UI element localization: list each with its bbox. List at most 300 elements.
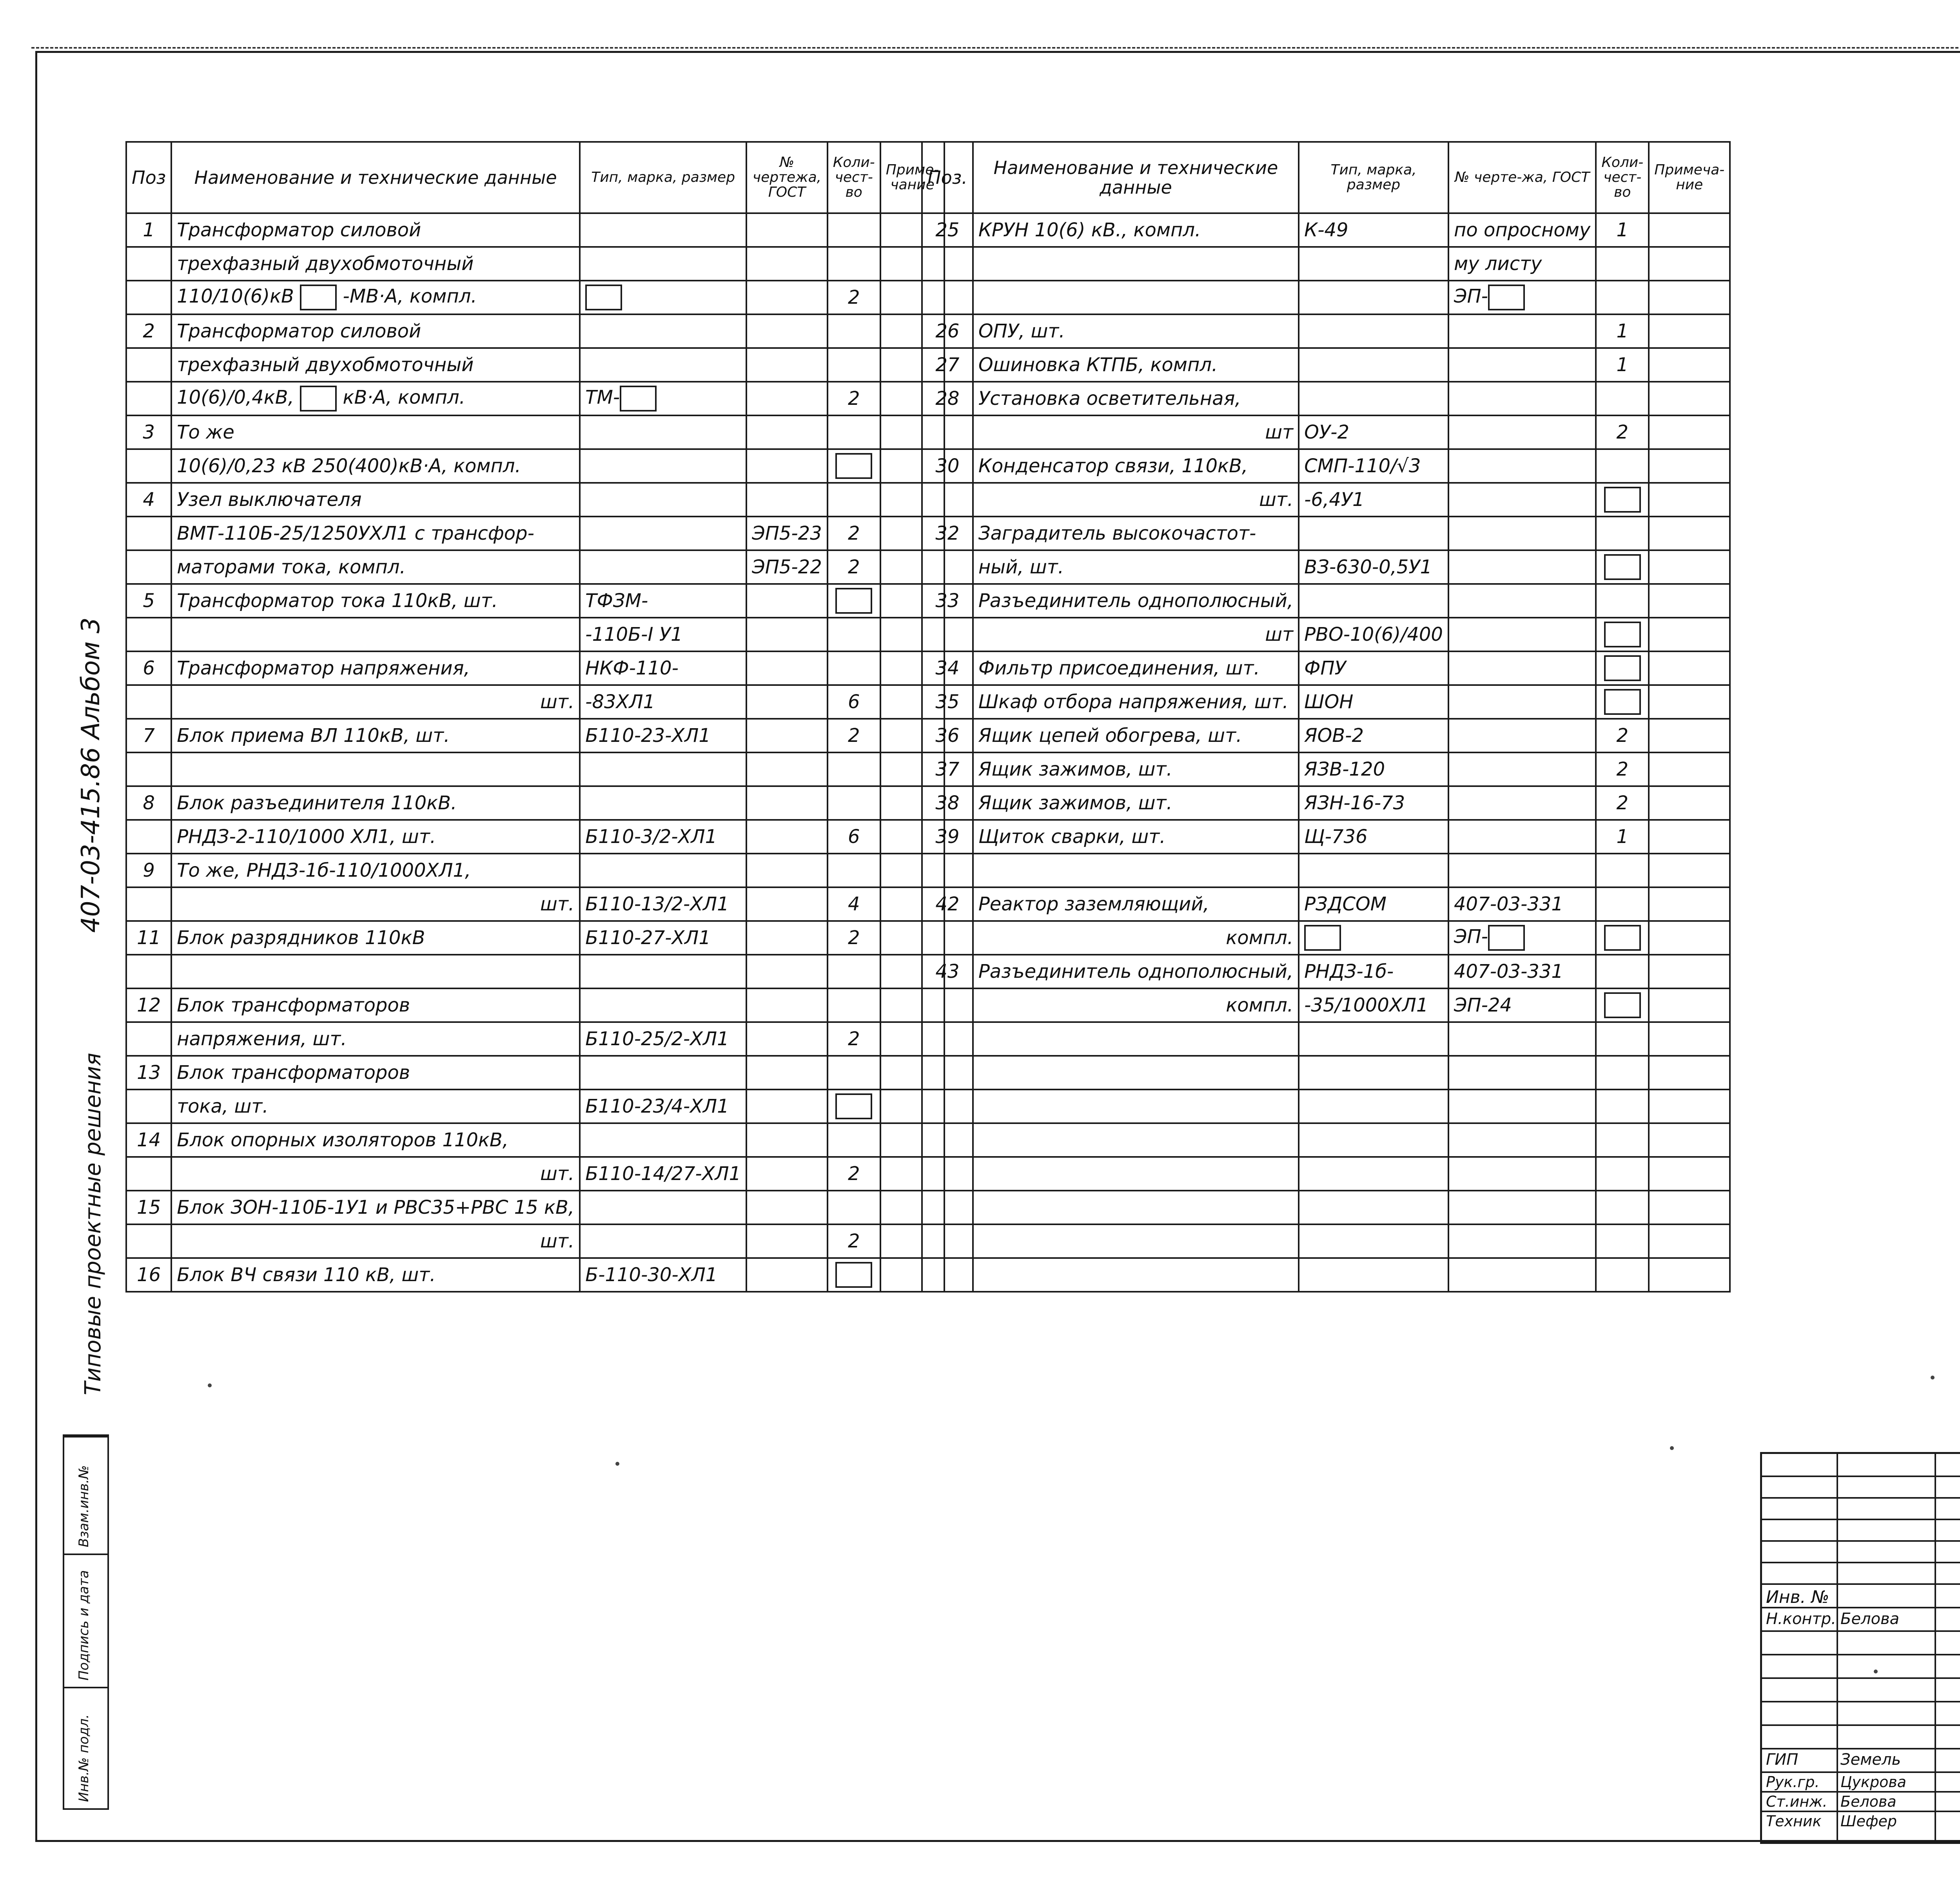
table-row <box>922 584 1730 618</box>
equipment-table-left <box>125 141 945 1293</box>
table-row <box>922 1089 1730 1123</box>
pos-cell <box>126 517 171 550</box>
pos-cell: 37 <box>922 752 973 786</box>
type-cell <box>580 449 746 483</box>
pos-cell <box>126 752 171 786</box>
qty-cell <box>1596 1157 1649 1191</box>
table-row <box>126 955 944 988</box>
drawing-cell <box>1448 752 1596 786</box>
type-cell <box>580 517 746 550</box>
table-row <box>126 854 944 887</box>
table-row <box>922 449 1730 483</box>
table-row <box>922 1224 1730 1258</box>
type-cell <box>1299 921 1448 955</box>
table-row <box>922 887 1730 921</box>
pos-cell: 26 <box>922 314 973 348</box>
table-row <box>126 887 944 921</box>
note-cell <box>1649 955 1730 988</box>
name-cell <box>973 1157 1299 1191</box>
qty-cell: 2 <box>828 1224 880 1258</box>
table-row <box>126 651 944 685</box>
name-cell <box>973 1056 1299 1089</box>
scan-speck <box>1874 1670 1878 1673</box>
pos-cell <box>126 1022 171 1056</box>
table-row <box>922 415 1730 449</box>
name-cell: шт <box>973 415 1299 449</box>
empty-value-box <box>835 1262 872 1288</box>
name-cell: Разъединитель однополюсный, <box>973 584 1299 618</box>
type-cell: Б110-23-ХЛ1 <box>580 719 746 752</box>
drawing-cell: ЭП-24 <box>1448 988 1596 1022</box>
type-cell <box>580 752 746 786</box>
drawing-cell <box>1448 517 1596 550</box>
qty-cell <box>1596 1191 1649 1224</box>
n-kontr-role: Н.контр. <box>1766 1610 1836 1628</box>
note-cell <box>1649 1056 1730 1089</box>
qty-cell <box>828 854 880 887</box>
name-cell: Узел выключателя <box>171 483 580 517</box>
stamp-cell-inv <box>64 1687 107 1810</box>
pos-cell: 1 <box>126 213 171 247</box>
pos-cell: 6 <box>126 651 171 685</box>
qty-cell <box>828 247 880 281</box>
name-cell: Реактор заземляющий, <box>973 887 1299 921</box>
drawing-cell <box>746 1022 828 1056</box>
pos-cell <box>922 1157 973 1191</box>
name-tekhnik: Шефер <box>1840 1813 1897 1830</box>
qty-cell <box>828 618 880 651</box>
pos-cell <box>922 921 973 955</box>
empty-value-box <box>1488 285 1525 310</box>
frame-top-dashed <box>31 47 1960 49</box>
name-cell: тока, шт. <box>171 1089 580 1123</box>
type-cell <box>580 1123 746 1157</box>
qty-cell <box>1596 517 1649 550</box>
note-cell <box>1649 415 1730 449</box>
empty-value-box <box>585 285 622 310</box>
header-note: Приме-чание <box>880 142 945 213</box>
type-cell: -35/1000ХЛ1 <box>1299 988 1448 1022</box>
pos-cell: 16 <box>126 1258 171 1292</box>
type-cell: -83ХЛ1 <box>580 685 746 719</box>
drawing-cell <box>1448 1022 1596 1056</box>
pos-cell <box>126 955 171 988</box>
type-cell <box>580 1056 746 1089</box>
note-cell <box>1649 483 1730 517</box>
table-row <box>126 213 944 247</box>
type-cell <box>580 1191 746 1224</box>
table-row <box>126 820 944 854</box>
drawing-cell <box>1448 786 1596 820</box>
qty-cell <box>1596 247 1649 281</box>
header-type: Тип, марка, размер <box>580 142 746 213</box>
qty-cell: 2 <box>828 550 880 584</box>
name-cell: Трансформатор напряжения, <box>171 651 580 685</box>
name-ruk-gr: Цукрова <box>1840 1773 1906 1791</box>
role-tekhnik: Техник <box>1766 1813 1822 1830</box>
name-cell: Щиток сварки, шт. <box>973 820 1299 854</box>
pos-cell: 12 <box>126 988 171 1022</box>
qty-cell: 6 <box>828 820 880 854</box>
qty-cell: 1 <box>1596 820 1649 854</box>
title-block <box>1760 1452 1960 1844</box>
table-row <box>126 314 944 348</box>
name-cell: компл. <box>973 921 1299 955</box>
pos-cell: 4 <box>126 483 171 517</box>
drawing-cell <box>1448 314 1596 348</box>
drawing-cell <box>1448 618 1596 651</box>
note-cell <box>1649 786 1730 820</box>
table-row <box>922 719 1730 752</box>
drawing-cell: ЭП5-22 <box>746 550 828 584</box>
qty-cell: 2 <box>828 382 880 415</box>
table-row <box>922 382 1730 415</box>
note-cell <box>1649 618 1730 651</box>
drawing-cell <box>1448 382 1596 415</box>
type-cell: РВО-10(6)/400 <box>1299 618 1448 651</box>
pos-cell: 11 <box>126 921 171 955</box>
header-note: Примеча-ние <box>1649 142 1730 213</box>
type-cell: -110Б-I У1 <box>580 618 746 651</box>
pos-cell: 42 <box>922 887 973 921</box>
name-cell: Установка осветительная, <box>973 382 1299 415</box>
type-cell: РНДЗ-1б- <box>1299 955 1448 988</box>
pos-cell: 35 <box>922 685 973 719</box>
name-cell: шт. <box>973 483 1299 517</box>
left-stamp <box>63 1434 109 1810</box>
empty-value-box <box>835 453 872 479</box>
type-cell <box>1299 1089 1448 1123</box>
scan-speck <box>1931 1376 1935 1380</box>
table-row <box>126 719 944 752</box>
type-cell <box>1299 1157 1448 1191</box>
pos-cell: 3 <box>126 415 171 449</box>
drawing-cell <box>1448 1258 1596 1292</box>
album-label: 407-03-415.86 Альбом 3 <box>76 617 105 933</box>
table-row <box>126 584 944 618</box>
qty-cell <box>828 1258 880 1292</box>
qty-cell <box>828 988 880 1022</box>
type-cell: Б110-23/4-ХЛ1 <box>580 1089 746 1123</box>
table-row <box>126 618 944 651</box>
name-cell: Ящик зажимов, шт. <box>973 752 1299 786</box>
drawing-cell <box>746 382 828 415</box>
name-cell <box>973 1089 1299 1123</box>
table-row <box>922 988 1730 1022</box>
type-cell: ШОН <box>1299 685 1448 719</box>
qty-cell: 1 <box>1596 213 1649 247</box>
drawing-cell <box>1448 483 1596 517</box>
qty-cell <box>828 584 880 618</box>
table-row <box>922 786 1730 820</box>
drawing-cell <box>1448 348 1596 382</box>
empty-value-box <box>620 386 657 412</box>
drawing-cell <box>1448 1191 1596 1224</box>
table-row <box>126 752 944 786</box>
note-cell <box>1649 517 1730 550</box>
empty-value-box <box>1304 925 1341 951</box>
table-row <box>126 1191 944 1224</box>
name-cell: Трансформатор тока 110кВ, шт. <box>171 584 580 618</box>
type-cell <box>1299 247 1448 281</box>
drawing-cell <box>1448 1089 1596 1123</box>
table-row <box>126 786 944 820</box>
name-cell: То же, РНДЗ-1б-110/1000ХЛ1, <box>171 854 580 887</box>
pos-cell <box>922 1258 973 1292</box>
pos-cell <box>126 1157 171 1191</box>
type-cell <box>580 988 746 1022</box>
qty-cell <box>1596 1123 1649 1157</box>
empty-value-box <box>1604 689 1641 715</box>
name-cell: трехфазный двухобмоточный <box>171 348 580 382</box>
type-cell <box>1299 1123 1448 1157</box>
type-cell <box>580 314 746 348</box>
drawing-cell <box>746 820 828 854</box>
qty-cell <box>1596 550 1649 584</box>
note-cell <box>1649 1224 1730 1258</box>
drawing-cell: ЭП5-23 <box>746 517 828 550</box>
inv-no-label: Инв. № <box>1766 1587 1829 1607</box>
note-cell <box>1649 651 1730 685</box>
name-cell: ВМТ-110Б-25/1250УХЛ1 с трансфор- <box>171 517 580 550</box>
drawing-cell <box>746 854 828 887</box>
name-cell: Шкаф отбора напряжения, шт. <box>973 685 1299 719</box>
note-cell <box>1649 752 1730 786</box>
pos-cell <box>922 415 973 449</box>
empty-value-box <box>1604 487 1641 513</box>
table-header-row <box>126 142 944 213</box>
qty-cell <box>1596 887 1649 921</box>
empty-value-box <box>1604 992 1641 1018</box>
drawing-cell <box>1448 550 1596 584</box>
name-cell: ный, шт. <box>973 550 1299 584</box>
drawing-cell <box>746 483 828 517</box>
qty-cell <box>1596 1224 1649 1258</box>
table-row <box>126 281 944 314</box>
pos-cell: 2 <box>126 314 171 348</box>
name-cell: трехфазный двухобмоточный <box>171 247 580 281</box>
table-header-row <box>922 142 1730 213</box>
qty-cell <box>828 314 880 348</box>
name-cell: Блок разрядников 110кВ <box>171 921 580 955</box>
table-row <box>922 314 1730 348</box>
note-cell <box>1649 685 1730 719</box>
type-cell <box>1299 1022 1448 1056</box>
note-cell <box>1649 1123 1730 1157</box>
qty-cell <box>1596 1258 1649 1292</box>
drawing-cell <box>1448 1157 1596 1191</box>
type-cell: ЯОВ-2 <box>1299 719 1448 752</box>
type-cell: РЗДСОМ <box>1299 887 1448 921</box>
table-row <box>922 550 1730 584</box>
note-cell <box>1649 584 1730 618</box>
table-row <box>126 517 944 550</box>
pos-cell: 5 <box>126 584 171 618</box>
note-cell <box>1649 921 1730 955</box>
drawing-cell <box>746 1123 828 1157</box>
type-cell: Б-110-30-ХЛ1 <box>580 1258 746 1292</box>
qty-cell <box>828 483 880 517</box>
name-cell <box>171 618 580 651</box>
stamp-replace-label: Взам.инв.№ <box>76 1465 92 1547</box>
pos-cell: 8 <box>126 786 171 820</box>
pos-cell <box>922 281 973 314</box>
table-row <box>126 685 944 719</box>
header-qty: Коли-чест-во <box>828 142 880 213</box>
table-body-right <box>922 213 1730 1292</box>
drawing-cell: ЭП- <box>1448 921 1596 955</box>
table-row <box>126 1089 944 1123</box>
name-cell: шт. <box>171 1157 580 1191</box>
qty-cell: 1 <box>1596 348 1649 382</box>
name-cell <box>973 854 1299 887</box>
role-gip: ГИП <box>1766 1751 1798 1769</box>
drawing-cell <box>746 213 828 247</box>
name-cell: шт. <box>171 1224 580 1258</box>
pos-cell: 14 <box>126 1123 171 1157</box>
pos-cell <box>126 1224 171 1258</box>
name-cell: 110/10(6)кВ -МВ·А, компл. <box>171 281 580 314</box>
table-row <box>922 213 1730 247</box>
header-name: Наименование и технические данные <box>171 142 580 213</box>
drawing-cell <box>746 348 828 382</box>
drawing-cell <box>746 415 828 449</box>
pos-cell <box>922 854 973 887</box>
qty-cell <box>1596 584 1649 618</box>
pos-cell <box>126 618 171 651</box>
table-row <box>922 854 1730 887</box>
name-cell: Блок ЗОН-110Б-1У1 и РВС35+РВС 15 кВ, <box>171 1191 580 1224</box>
name-cell: РНДЗ-2-110/1000 ХЛ1, шт. <box>171 820 580 854</box>
type-cell <box>1299 1258 1448 1292</box>
table-row <box>126 550 944 584</box>
drawing-cell <box>746 449 828 483</box>
scan-speck <box>208 1383 212 1387</box>
type-cell <box>580 415 746 449</box>
type-cell <box>580 955 746 988</box>
pos-cell <box>922 1123 973 1157</box>
pos-cell <box>126 685 171 719</box>
qty-cell <box>1596 854 1649 887</box>
qty-cell <box>1596 382 1649 415</box>
pos-cell <box>126 449 171 483</box>
table-row <box>126 247 944 281</box>
type-cell <box>580 213 746 247</box>
drawing-cell <box>1448 651 1596 685</box>
name-cell: Трансформатор силовой <box>171 314 580 348</box>
type-cell <box>1299 314 1448 348</box>
table-body-left <box>126 213 944 1292</box>
type-cell: Б110-25/2-ХЛ1 <box>580 1022 746 1056</box>
table-row <box>922 517 1730 550</box>
note-cell <box>1649 247 1730 281</box>
pos-cell <box>922 1191 973 1224</box>
pos-cell: 32 <box>922 517 973 550</box>
name-cell: Блок разъединителя 110кВ. <box>171 786 580 820</box>
qty-cell <box>828 415 880 449</box>
type-cell <box>1299 1191 1448 1224</box>
header-drawing: № черте-жа, ГОСТ <box>1448 142 1596 213</box>
table-row <box>922 820 1730 854</box>
pos-cell: 30 <box>922 449 973 483</box>
pos-cell <box>922 247 973 281</box>
name-cell: Блок ВЧ связи 110 кВ, шт. <box>171 1258 580 1292</box>
pos-cell: 25 <box>922 213 973 247</box>
table-row <box>922 955 1730 988</box>
qty-cell: 2 <box>1596 719 1649 752</box>
type-cell <box>1299 584 1448 618</box>
qty-cell: 6 <box>828 685 880 719</box>
pos-cell: 39 <box>922 820 973 854</box>
note-cell <box>1649 1022 1730 1056</box>
name-cell: Трансформатор силовой <box>171 213 580 247</box>
type-cell <box>580 483 746 517</box>
name-cell: Ящик цепей обогрева, шт. <box>973 719 1299 752</box>
type-cell: Б110-13/2-ХЛ1 <box>580 887 746 921</box>
drawing-cell: 407-03-331 <box>1448 887 1596 921</box>
type-cell: Щ-736 <box>1299 820 1448 854</box>
name-cell: КРУН 10(6) кВ., компл. <box>973 213 1299 247</box>
pos-cell: 28 <box>922 382 973 415</box>
qty-cell <box>1596 921 1649 955</box>
drawing-cell <box>1448 584 1596 618</box>
type-cell: НКФ-110- <box>580 651 746 685</box>
table-row <box>922 921 1730 955</box>
role-st-inzh: Ст.инж. <box>1766 1793 1828 1810</box>
qty-cell <box>828 1191 880 1224</box>
drawing-cell <box>746 1089 828 1123</box>
pos-cell <box>126 550 171 584</box>
table-row <box>922 348 1730 382</box>
pos-cell <box>922 550 973 584</box>
drawing-cell <box>746 921 828 955</box>
type-cell <box>1299 382 1448 415</box>
empty-value-box <box>1488 925 1525 951</box>
pos-cell: 27 <box>922 348 973 382</box>
role-ruk-gr: Рук.гр. <box>1766 1773 1820 1791</box>
drawing-cell <box>1448 1123 1596 1157</box>
qty-cell: 2 <box>828 1022 880 1056</box>
name-cell: Ящик зажимов, шт. <box>973 786 1299 820</box>
table-row <box>126 1123 944 1157</box>
type-cell: СМП-110/√3 <box>1299 449 1448 483</box>
pos-cell <box>126 887 171 921</box>
drawing-cell <box>746 988 828 1022</box>
name-cell: компл. <box>973 988 1299 1022</box>
series-label: Типовые проектные решения <box>80 1053 106 1395</box>
type-cell: Б110-27-ХЛ1 <box>580 921 746 955</box>
note-cell <box>1649 1191 1730 1224</box>
header-type: Тип, марка, размер <box>1299 142 1448 213</box>
name-st-inzh: Белова <box>1840 1793 1896 1810</box>
qty-cell: 4 <box>828 887 880 921</box>
pos-cell: 43 <box>922 955 973 988</box>
pos-cell <box>922 1224 973 1258</box>
drawing-cell <box>746 651 828 685</box>
pos-cell: 33 <box>922 584 973 618</box>
name-cell: шт. <box>171 887 580 921</box>
pos-cell <box>922 618 973 651</box>
table-row <box>126 1258 944 1292</box>
table-row <box>922 1258 1730 1292</box>
scan-speck <box>1670 1446 1674 1450</box>
type-cell: Б110-3/2-ХЛ1 <box>580 820 746 854</box>
stamp-inv-label: Инв.№ подл. <box>76 1714 92 1802</box>
type-cell: ВЗ-630-0,5У1 <box>1299 550 1448 584</box>
qty-cell: 2 <box>1596 752 1649 786</box>
pos-cell <box>126 281 171 314</box>
name-cell <box>973 1123 1299 1157</box>
